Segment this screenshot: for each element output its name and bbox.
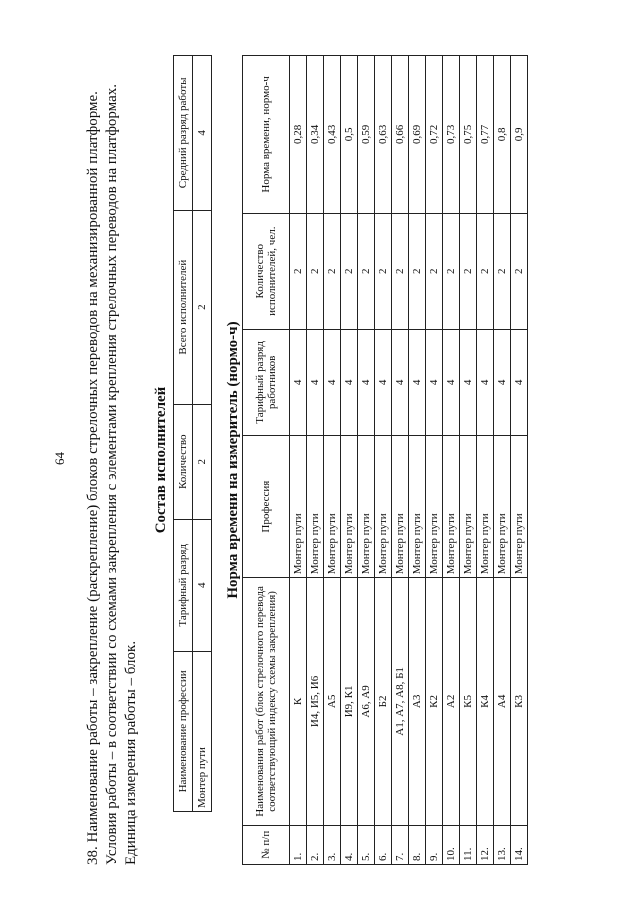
- staff-row: [193, 56, 212, 812]
- table-row: [426, 56, 443, 865]
- row-norm: 0,66: [392, 56, 409, 214]
- row-work: А1, А7, А8, Б1: [392, 578, 409, 825]
- row-profession: Монтер пути: [494, 436, 511, 578]
- page-number: 64: [52, 452, 67, 465]
- row-count: 2: [460, 213, 477, 329]
- row-num: 13.: [494, 825, 511, 864]
- row-work: К: [290, 578, 307, 825]
- norm-table: [242, 55, 528, 865]
- row-norm: 0,77: [477, 56, 494, 214]
- row-work: К4: [477, 578, 494, 825]
- staff-grade: 4: [193, 519, 212, 651]
- table-row: [460, 56, 477, 865]
- row-profession: Монтер пути: [409, 436, 426, 578]
- row-count: 2: [341, 213, 358, 329]
- row-profession: Монтер пути: [341, 436, 358, 578]
- row-grade: 4: [307, 329, 324, 435]
- table-row: [409, 56, 426, 865]
- row-grade: 4: [477, 329, 494, 435]
- row-grade: 4: [443, 329, 460, 435]
- row-profession: Монтер пути: [443, 436, 460, 578]
- row-work: А2: [443, 578, 460, 825]
- row-num: 11.: [460, 825, 477, 864]
- row-grade: 4: [426, 329, 443, 435]
- table-row: [443, 56, 460, 865]
- row-profession: Монтер пути: [477, 436, 494, 578]
- row-work: К3: [511, 578, 528, 825]
- table-row: [494, 56, 511, 865]
- row-profession: Монтер пути: [375, 436, 392, 578]
- row-work: К2: [426, 578, 443, 825]
- header-count: Количество исполнителей, чел.: [243, 213, 290, 329]
- row-count: 2: [392, 213, 409, 329]
- row-profession: Монтер пути: [392, 436, 409, 578]
- row-norm: 0,59: [358, 56, 375, 214]
- row-norm: 0,9: [511, 56, 528, 214]
- row-norm: 0,63: [375, 56, 392, 214]
- staff-profession: Монтер пути: [193, 651, 212, 811]
- row-work: И4, И5, И6: [307, 578, 324, 825]
- table-row: [477, 56, 494, 865]
- row-work: А3: [409, 578, 426, 825]
- row-count: 2: [494, 213, 511, 329]
- row-num: 5.: [358, 825, 375, 864]
- row-grade: 4: [375, 329, 392, 435]
- header-avg-grade: Средний разряд работы: [174, 56, 193, 211]
- row-profession: Монтер пути: [460, 436, 477, 578]
- work-name: 38. Наименование работы – закрепление (раскрепление) блоков стрелочных переводов на механизированной платформе.: [85, 91, 101, 865]
- row-grade: 4: [341, 329, 358, 435]
- norm-header-row: [243, 56, 290, 865]
- row-grade: 4: [494, 329, 511, 435]
- row-profession: Монтер пути: [324, 436, 341, 578]
- norm-title: Норма времени на измеритель (нормо-ч): [225, 321, 241, 599]
- header-count: Количество: [174, 404, 193, 519]
- row-num: 2.: [307, 825, 324, 864]
- row-work: Б2: [375, 578, 392, 825]
- row-work: А5: [324, 578, 341, 825]
- row-num: 10.: [443, 825, 460, 864]
- row-work: А6, А9: [358, 578, 375, 825]
- row-num: 8.: [409, 825, 426, 864]
- row-grade: 4: [409, 329, 426, 435]
- header-total: Всего исполнителей: [174, 210, 193, 404]
- row-norm: 0,75: [460, 56, 477, 214]
- row-count: 2: [358, 213, 375, 329]
- row-num: 1.: [290, 825, 307, 864]
- table-row: [341, 56, 358, 865]
- row-count: 2: [290, 213, 307, 329]
- row-norm: 0,43: [324, 56, 341, 214]
- header-work: Наименования работ (блок стрелочного перевода соответствующий индексу схемы закрепления): [243, 578, 290, 825]
- header-grade: Тарифный разряд: [174, 519, 193, 651]
- row-count: 2: [307, 213, 324, 329]
- row-grade: 4: [392, 329, 409, 435]
- row-grade: 4: [460, 329, 477, 435]
- staff-table: [173, 55, 212, 812]
- row-profession: Монтер пути: [290, 436, 307, 578]
- row-norm: 0,73: [443, 56, 460, 214]
- row-num: 14.: [511, 825, 528, 864]
- staff-avg-grade: 4: [193, 56, 212, 211]
- header-num: № п/п: [243, 825, 290, 864]
- row-num: 12.: [477, 825, 494, 864]
- row-count: 2: [426, 213, 443, 329]
- work-conditions: Условия работы – в соответствии со схемами закрепления с элементами крепления стрелочных переводов на платформах.: [104, 83, 120, 865]
- row-norm: 0,8: [494, 56, 511, 214]
- staff-total: 2: [193, 210, 212, 404]
- row-num: 4.: [341, 825, 358, 864]
- table-row: [392, 56, 409, 865]
- header-profession: Профессия: [243, 436, 290, 578]
- row-norm: 0,72: [426, 56, 443, 214]
- row-norm: 0,34: [307, 56, 324, 214]
- table-row: [358, 56, 375, 865]
- header-profession: Наименование профессии: [174, 651, 193, 811]
- row-num: 6.: [375, 825, 392, 864]
- row-work: И9, К1: [341, 578, 358, 825]
- header-norm: Норма времени, нормо-ч: [243, 56, 290, 214]
- table-row: [307, 56, 324, 865]
- row-grade: 4: [358, 329, 375, 435]
- row-count: 2: [477, 213, 494, 329]
- row-count: 2: [409, 213, 426, 329]
- row-num: 7.: [392, 825, 409, 864]
- row-count: 2: [443, 213, 460, 329]
- row-norm: 0,69: [409, 56, 426, 214]
- table-row: [324, 56, 341, 865]
- row-profession: Монтер пути: [426, 436, 443, 578]
- staff-count: 2: [193, 404, 212, 519]
- row-num: 3.: [324, 825, 341, 864]
- header-grade: Тарифный разряд работников: [243, 329, 290, 435]
- row-profession: Монтер пути: [358, 436, 375, 578]
- row-norm: 0,28: [290, 56, 307, 214]
- staff-title: Состав исполнителей: [153, 386, 169, 534]
- row-grade: 4: [290, 329, 307, 435]
- row-profession: Монтер пути: [511, 436, 528, 578]
- work-unit: Единица измерения работы – блок.: [123, 640, 139, 865]
- table-row: [375, 56, 392, 865]
- row-count: 2: [324, 213, 341, 329]
- table-row: [290, 56, 307, 865]
- row-grade: 4: [324, 329, 341, 435]
- staff-header-row: [174, 56, 193, 812]
- row-count: 2: [511, 213, 528, 329]
- intro-text: [84, 55, 141, 865]
- row-work: А4: [494, 578, 511, 825]
- row-num: 9.: [426, 825, 443, 864]
- row-profession: Монтер пути: [307, 436, 324, 578]
- table-row: [511, 56, 528, 865]
- row-norm: 0,5: [341, 56, 358, 214]
- row-count: 2: [375, 213, 392, 329]
- row-work: К5: [460, 578, 477, 825]
- row-grade: 4: [511, 329, 528, 435]
